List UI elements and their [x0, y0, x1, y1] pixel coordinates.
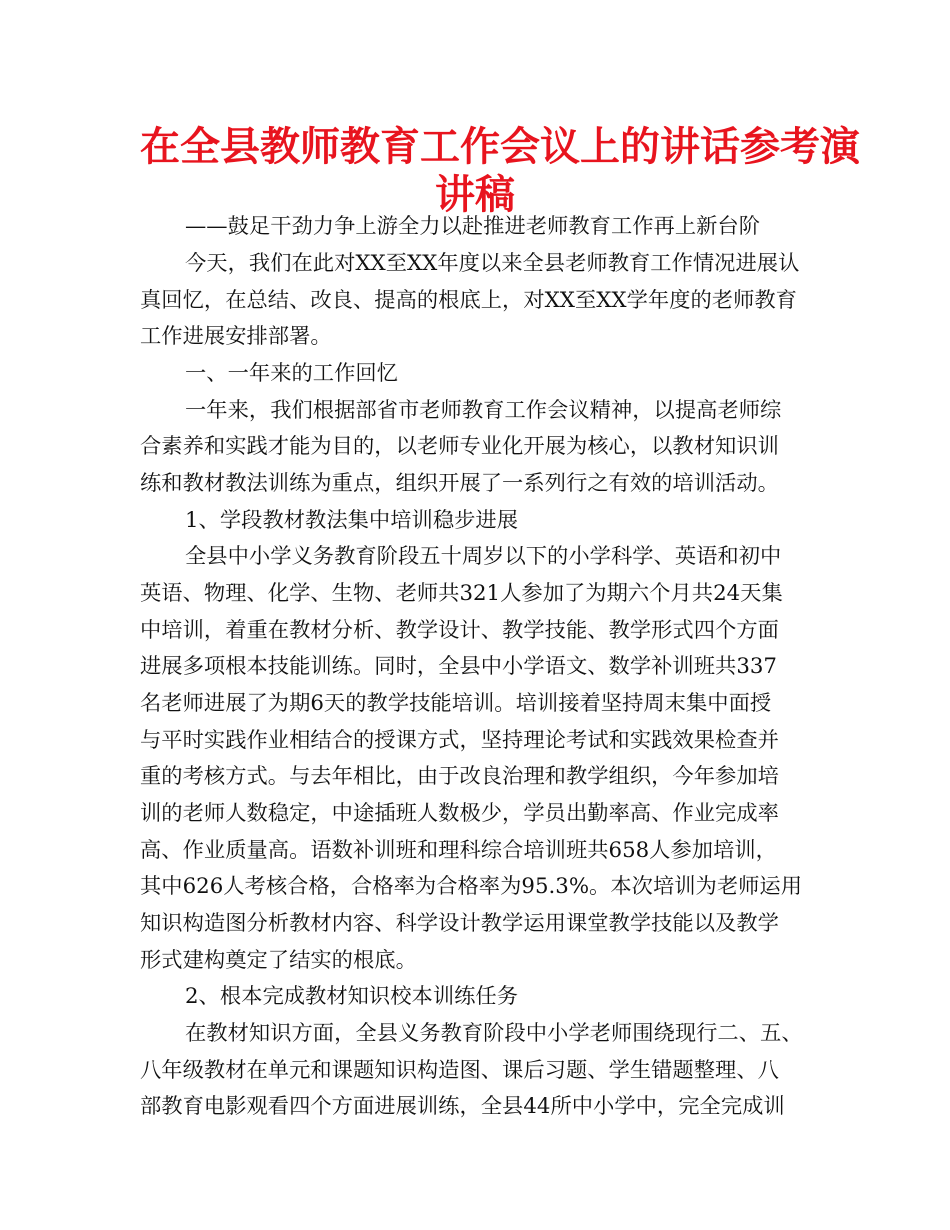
- paragraph-line: 训的老师人数稳定，中途插班人数极少，学员出勤率高、作业完成率: [140, 801, 779, 826]
- paragraph-line: 高、作业质量高。语数补训班和理科综合培训班共658人参加培训，: [140, 838, 777, 863]
- paragraph-line: 在教材知识方面，全县义务教育阶段中小学老师围绕现行二、五、: [185, 1021, 803, 1046]
- paragraph-line: 知识构造图分析教材内容、科学设计教学运用课堂教学技能以及教学: [140, 911, 779, 936]
- paragraph-line: 真回忆，在总结、改良、提高的根底上，对XX至XX学年度的老师教育: [140, 288, 797, 313]
- subtitle: ——鼓足干劲力争上游全力以赴推进老师教育工作再上新台阶: [185, 214, 761, 239]
- paragraph-line: 英语、物理、化学、生物、老师共321人参加了为期六个月共24天集: [140, 581, 783, 606]
- paragraph-line: 进展多项根本技能训练。同时，全县中小学语文、数学补训班共337: [140, 654, 777, 679]
- paragraph-line: 名老师进展了为期6天的教学技能培训。培训接着坚持周末集中面授: [140, 691, 772, 716]
- paragraph-line: 形式建构奠定了结实的根底。: [140, 948, 417, 973]
- paragraph-line: 今天，我们在此对XX至XX年度以来全县老师教育工作情况进展认: [185, 251, 800, 276]
- section-heading: 一、一年来的工作回忆: [185, 361, 398, 386]
- subsection-heading: 2、根本完成教材知识校本训练任务: [185, 984, 519, 1009]
- document-title-line-2: 讲稿: [435, 172, 515, 218]
- paragraph-line: 重的考核方式。与去年相比，由于改良治理和教学组织，今年参加培: [140, 764, 779, 789]
- paragraph-line: 合素养和实践才能为目的，以老师专业化开展为核心，以教材知识训: [140, 434, 779, 459]
- document-title-line-1: 在全县教师教育工作会议上的讲话参考演: [140, 124, 860, 170]
- paragraph-line: 全县中小学义务教育阶段五十周岁以下的小学科学、英语和初中: [185, 544, 782, 569]
- paragraph-line: 一年来，我们根据部省市老师教育工作会议精神，以提高老师综: [185, 398, 782, 423]
- paragraph-line: 工作进展安排部署。: [140, 324, 332, 349]
- paragraph-line: 其中626人考核合格，合格率为合格率为95.3%。本次培训为老师运用: [140, 874, 803, 899]
- paragraph-line: 部教育电影观看四个方面进展训练，全县44所中小学中，完全完成训: [140, 1094, 785, 1119]
- subsection-heading: 1、学段教材教法集中培训稳步进展: [185, 508, 519, 533]
- paragraph-line: 八年级教材在单元和课题知识构造图、课后习题、学生错题整理、八: [140, 1058, 779, 1083]
- paragraph-line: 练和教材教法训练为重点，组织开展了一系列行之有效的培训活动。: [140, 471, 779, 496]
- paragraph-line: 与平时实践作业相结合的授课方式，坚持理论考试和实践效果检查并: [140, 728, 779, 753]
- paragraph-line: 中培训，着重在教材分析、教学设计、教学技能、教学形式四个方面: [140, 618, 779, 643]
